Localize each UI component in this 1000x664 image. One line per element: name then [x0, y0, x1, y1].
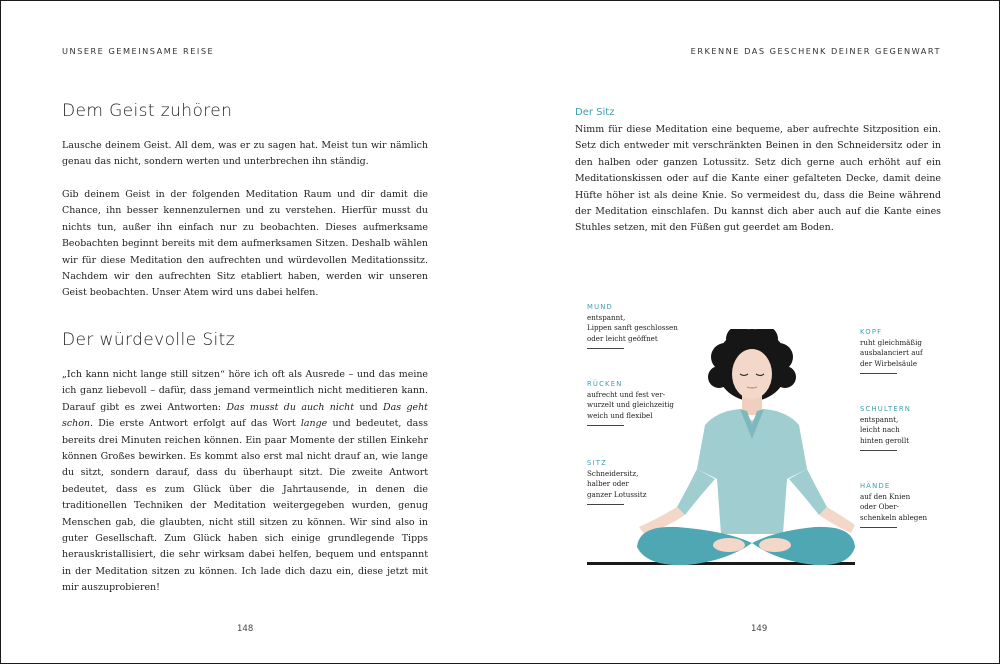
- text-segment: „Ich kann nicht lange still sitzen“ höre ich oft als Ausrede – und das meine ich ganz liebevoll – dafür, dass jemand vermeintlich nicht meditieren kann. Darauf gibt es zwei Antworten:: [62, 369, 428, 413]
- label-rule: [860, 373, 897, 374]
- label-rule: [860, 450, 897, 451]
- heading-der-wuerdevolle-sitz: Der würdevolle Sitz: [62, 330, 236, 350]
- italic-word: lange: [300, 418, 328, 430]
- label-line: leicht nach: [860, 425, 900, 434]
- italic-phrase: Das geht schon: [62, 401, 428, 430]
- label-line: Lippen sanft geschlossen: [587, 323, 678, 332]
- label-line: halber oder: [587, 479, 629, 488]
- heading-dem-geist-zuhoeren: Dem Geist zuhören: [62, 101, 233, 121]
- label-line: ruht gleichmäßig: [860, 337, 922, 347]
- label-title: RÜCKEN: [587, 380, 623, 388]
- label-title: HÄNDE: [860, 482, 891, 490]
- page-number-right: 149: [751, 624, 768, 634]
- subheading-der-sitz: Der Sitz: [575, 107, 615, 118]
- label-line: entspannt,: [860, 414, 899, 424]
- label-line: ausbalanciert auf: [860, 348, 923, 357]
- text-segment: und bedeutet, dass bereits drei Minuten reichen können. Ein paar Momente der stillen Einkehr können Großes bewirken. Es kommt also erst mal nicht drauf an, wie lange du sitzt, sondern darauf, dass du überhaupt sitzt. Die zweite Antwort bedeutet, dass es zum Glück über die Jahrtausende, in denen die traditionellen Techniken der Meditation weitergegeben wurden, genug Menschen gab, die glaubten, nicht still sitzen zu können. Wir sind also in guter Gesellschaft. Zum Glück haben sich einige grundlegende Tipps herauskristallisiert, die sehr wirksam dabei helfen, bequem und entspannt in der Meditation sitzen zu können. Ich lade dich dazu ein, diese jetzt mit mir auszuprobieren!: [62, 418, 428, 594]
- label-line: oder leicht geöffnet: [587, 333, 658, 343]
- meditating-woman-illustration: [587, 329, 857, 574]
- label-title: SCHULTERN: [860, 405, 912, 413]
- label-title: KOPF: [860, 328, 883, 336]
- left-page: [1, 1, 500, 663]
- label-line: Schneidersitz,: [587, 468, 639, 478]
- label-schultern: [860, 404, 911, 451]
- label-line: der Wirbelsäule: [860, 358, 918, 368]
- label-line: entspannt,: [587, 312, 626, 322]
- left-arm: [677, 469, 715, 515]
- label-title: SITZ: [587, 459, 607, 467]
- label-line: hinten gerollt: [860, 435, 910, 445]
- page-number-left: 148: [237, 624, 254, 634]
- label-line: schenkeln ablegen: [860, 512, 928, 522]
- right-arm: [789, 469, 827, 515]
- face: [732, 349, 772, 399]
- text-segment: und: [354, 401, 384, 413]
- running-head-left: UNSERE GEMEINSAME REISE: [62, 46, 215, 56]
- text-segment: . Die erste Antwort erfolgt auf das Wort: [89, 418, 301, 430]
- label-line: weich und flexibel: [587, 410, 653, 420]
- label-line: wurzelt und gleichzeitig: [587, 400, 674, 409]
- label-line: aufrecht und fest ver-: [587, 389, 666, 399]
- left-foot: [713, 538, 745, 552]
- label-line: oder Ober-: [860, 502, 899, 511]
- label-title: MUND: [587, 303, 613, 311]
- paragraph-2: Gib deinem Geist in der folgenden Meditation Raum und dir damit die Chance, ihn besser kennenzulernen und zu verstehen. Hierfür musst du nichts tun, außer ihn einfach nur zu beobachten. Dieses aufmerksame Beobachten beginnt bereits mit dem aufmerksamen Sitzen. Deshalb wählen wir für diese Meditation den aufrechten und würdevollen Meditationssitz. Nachdem wir den aufrechten Sitz etabliert haben, werden wir unseren Geist beobachten. Unser Atem wird uns dabei helfen.: [62, 189, 428, 299]
- label-line: ganzer Lotussitz: [587, 489, 647, 499]
- label-rule: [860, 527, 897, 528]
- running-head-right: ERKENNE DAS GESCHENK DEINER GEGENWART: [690, 46, 941, 56]
- paragraph-der-sitz: Nimm für diese Meditation eine bequeme, aber aufrechte Sitzposition ein. Setz dich entweder mit verschränkten Beinen in den Schneidersitz oder in den halben oder ganzen Lotussitz. Setz dich gerne auch erhöht auf ein Meditationskissen oder auf die Kante einer gefalteten Decke, damit deine Hüfte höher ist als deine Knie. So vermeidest du, dass die Beine während der Meditation einschlafen. Du kannst dich aber auch auf die Kante eines Stuhles setzen, mit den Füßen gut geerdet am Boden.: [575, 124, 941, 234]
- label-line: auf den Knien: [860, 491, 911, 501]
- right-foot: [759, 538, 791, 552]
- label-haende: [860, 481, 927, 528]
- paragraph-3: [62, 367, 428, 597]
- paragraph-1: Lausche deinem Geist. All dem, was er zu sagen hat. Meist tun wir nämlich genau das nicht, sondern werten und unterbrechen ihn ständig.: [62, 140, 428, 168]
- italic-phrase: Das musst du auch nicht: [226, 401, 355, 413]
- label-kopf: [860, 327, 923, 374]
